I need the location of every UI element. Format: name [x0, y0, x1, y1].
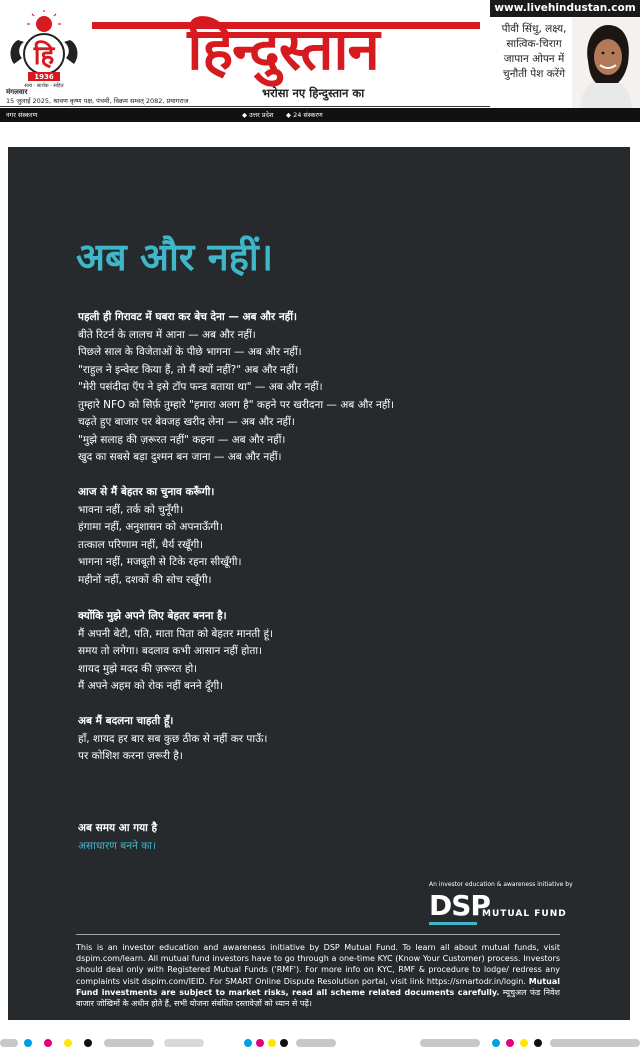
registration-dot [506, 1039, 514, 1047]
stanza-line: शायद मुझे मदद की ज़रूरत हो। [78, 662, 198, 675]
stanza-line: महीनों नहीं, दशकों की सोच रखूँगी। [78, 573, 212, 586]
stanza-line: पर कोशिश करना ज़रूरी है। [78, 750, 183, 762]
promo-box[interactable] [490, 0, 640, 108]
dsp-logo [429, 889, 567, 925]
registration-dot [84, 1039, 92, 1047]
registration-bar [550, 1039, 640, 1047]
title-text: हिन्दुस्तान [187, 15, 379, 83]
masthead [0, 0, 640, 124]
registration-dot [534, 1039, 542, 1047]
athlete-photo [572, 17, 640, 108]
stanza-lead: क्योंकि मुझे अपने लिए बेहतर बनना है। [78, 610, 227, 622]
registration-dot [44, 1039, 52, 1047]
registration-dot [64, 1039, 72, 1047]
emblem-year: 1936 [34, 73, 54, 81]
registration-bar [296, 1039, 336, 1047]
stanza-line: मैं अपनी बेटी, पति, माता पिता को बेहतर मानती हूं। [78, 627, 274, 640]
stanza-3 [78, 608, 273, 696]
stanza-line: भावना नहीं, तर्क को चुनूँगी। [78, 503, 184, 516]
disclaimer-risk: Mutual Fund investments are subject to market risks, read all scheme related documents carefully. [76, 976, 561, 997]
promo-headline: पीवी सिंधु, लक्ष्य, सात्विक-चिराग जापान ओपन में चुनौती पेश करेंगे [501, 23, 567, 80]
brand-subtitle: MUTUAL FUND [482, 909, 567, 919]
stanza-line: हाँ, शायद हर बार सब कुछ ठीक से नहीं कर पाऊँ। [78, 732, 268, 745]
registration-dot [492, 1039, 500, 1047]
brand-initiative-text: An investor education & awareness initiative by [429, 881, 573, 888]
color-registration-strip [0, 1036, 640, 1050]
stanza-line: चढ़ते हुए बाजार पर बेवजह खरीद लेना — अब और नहीं। [78, 416, 295, 428]
stanza-2 [78, 484, 241, 589]
stanza-line: "मुझे सलाह की ज़रूरत नहीं" कहना — अब और नहीं। [78, 433, 286, 446]
stanza-line: बीते रिटर्न के लालच में आना — अब और नहीं। [78, 328, 256, 341]
closing-lead: अब समय आ गया है [78, 822, 158, 834]
registration-dot [268, 1039, 276, 1047]
stanza-1 [78, 309, 394, 467]
stanza-line: भागना नहीं, मजबूती से टिके रहना सीखूँगी। [78, 556, 242, 568]
stanza-lead: आज से मैं बेहतर का चुनाव करूँगी। [78, 486, 215, 498]
registration-dot [520, 1039, 528, 1047]
region-label: ◆ उत्तर प्रदेश [242, 111, 274, 119]
emblem-motto: सत्य · सार्थक · सहित [24, 83, 64, 88]
brand-underline [429, 922, 477, 925]
stanza-line: मैं अपने अहम को रोक नहीं बनने दूँगी। [78, 680, 224, 692]
svg-text:हि: हि [33, 41, 55, 71]
registration-dot [256, 1039, 264, 1047]
registration-bar [164, 1039, 204, 1047]
registration-dot [24, 1039, 32, 1047]
ad-headline: अब और नहीं। [76, 235, 274, 279]
registration-dot [280, 1039, 288, 1047]
disclaimer [76, 942, 560, 1009]
stanza-line: समय तो लगेगा। बदलाव कभी आसान नहीं होता। [78, 645, 263, 657]
dsp-advertisement [8, 147, 630, 1020]
disclaimer-main: This is an investor education and awareness initiative by DSP Mutual Fund. To learn all about mutual funds, visit dspim.com/learn. All mutual fund investors have to go through a one-time KYC (Know Your Customer) process. Investors should deal only with Registered Mutual Funds ('RMF'). For more info on KYC, RMF & procedure to lodge/ redress any complaints visit dspim.com/IEID. For SMART Online Dispute Resolution portal, visit link https://smartodr.in/login. [76, 943, 560, 986]
closing-accent: असाधारण बनने का। [78, 840, 156, 852]
stanza-line: "मेरी पसंदीदा ऍप ने इसे टॉप फन्ड बताया था" — अब और नहीं। [78, 381, 323, 393]
stanza-line: तत्काल परिणाम नहीं, धैर्य रखूँगी। [78, 538, 204, 551]
dateline [6, 88, 189, 106]
dateline-text: 15 जुलाई 2025, श्रावण कृष्ण पक्ष, पंचमी, विक्रम सम्वत् 2082, प्रयागराज [6, 97, 189, 105]
registration-bar [420, 1039, 480, 1047]
stanza-lead: अब मैं बदलना चाहती हूँ। [78, 715, 174, 727]
stanza-line: "राहुल ने इन्वेस्ट किया हैं, तो मैं क्यों नहीं?" अब और नहीं। [78, 363, 299, 376]
edition-bar [0, 108, 640, 122]
registration-bar [0, 1039, 18, 1047]
stanza-line: तुम्हारे NFO को सिर्फ़ तुम्हारे "हमारा अलग है" कहने पर खरीदना — अब और नहीं। [78, 398, 395, 411]
registration-bar [104, 1039, 154, 1047]
pages-label: ◆ 24 संस्करण [286, 111, 323, 119]
stanza-line: पिछले साल के विजेताओं के पीछे भागना — अब और नहीं। [78, 346, 302, 358]
brand-name: DSP [429, 889, 490, 922]
stanza-line: खुद का सबसे बड़ा दुश्मन बन जाना — अब और नहीं। [78, 451, 282, 463]
disclaimer-divider [76, 934, 560, 935]
stanza-4 [78, 713, 267, 766]
disclaimer-hindi: म्यूचुअल फंड निवेश बाजार जोखिमों के अधीन होते हैं, सभी योजना संबंधित दस्तावेज़ों को ध्यान से पढ़ें। [76, 987, 561, 1009]
stanza-lead: पहली ही गिरावट में घबरा कर बेच देना — अब और नहीं। [78, 311, 297, 323]
masthead-rule [0, 106, 490, 107]
website-link[interactable]: www.livehindustan.com [490, 0, 640, 17]
registration-dot [244, 1039, 252, 1047]
newspaper-emblem-icon [4, 10, 84, 88]
edition-label: नगर संस्करण [6, 111, 38, 119]
dateline-day: मंगलवार [6, 88, 28, 96]
stanza-line: हंगामा नहीं, अनुशासन को अपनाऊँगी। [78, 521, 223, 533]
masthead-tagline: भरोसा नए हिन्दुस्तान का [262, 86, 365, 100]
